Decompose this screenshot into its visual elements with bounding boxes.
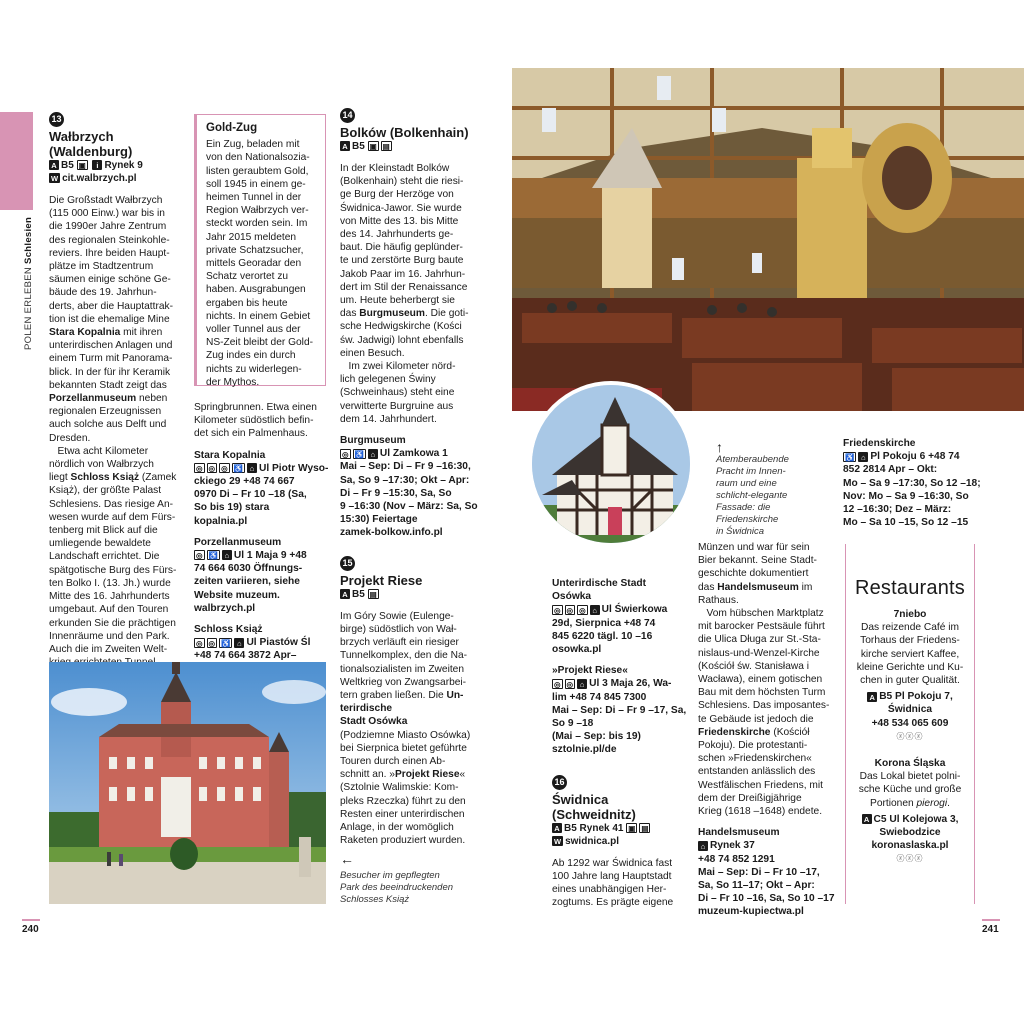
arrow-left-icon: ← bbox=[340, 851, 354, 867]
listing-title: Schloss Książ bbox=[194, 624, 263, 636]
friedenskirche-listing bbox=[843, 437, 983, 529]
train-icon: ▣ bbox=[369, 142, 377, 152]
listing-title: Burgmuseum bbox=[340, 435, 406, 447]
box-text: Ein Zug, beladen mit von den Nationalsozia- listen geraubtem Gold, soll 1945 in einem ge- heimen Tunnel in der Region Wałbrzych ver- steckt worden sein. Im Jahr 2015 meldeten private Schatzsucher, mittels Georadar den Schatz verortet zu haben. Ausgrabungen ergaben bis heute nichts. In einem Gebiet voller Tunnel aus der NS-Zeit bleibt der Gold- Zug indes ein durch nichts zu widerlegen- der Mythos. bbox=[206, 139, 314, 388]
col4-listings bbox=[552, 577, 692, 909]
accessibility-icon: ◎ bbox=[196, 464, 203, 474]
listing-title: Unterirdische Stadt Osówka bbox=[552, 578, 646, 603]
entry-web[interactable]: W cit.walbrzych.pl bbox=[51, 173, 137, 184]
walbrzych-section bbox=[49, 112, 189, 735]
entry-info: A B5 ▤ bbox=[340, 588, 480, 601]
map-icon: A bbox=[340, 141, 350, 151]
gold-zug-box bbox=[194, 114, 326, 386]
listing-title: Stara Kopalnia bbox=[194, 449, 266, 461]
listing-info: ◎ ◎ ⌂ Ul 3 Maja 26, Wa- lim +48 74 845 7300 Mai – Sep: Di – Fr 9 –17, Sa, So 9 –18 (Mai – Sep: bis 19) sztolnie.pl/de bbox=[552, 678, 687, 756]
box-title: Gold-Zug bbox=[206, 122, 258, 134]
listing-info: ♿ ⌂ Pl Pokoju 6 +48 74 852 2814 Apr – Okt: Mo – Sa 9 –17:30, So 12 –18; Nov: Mo – Sa 9 –16:30, So 12 –16:30; Dez – März: Mo – Sa 10 –15, So 12 –15 bbox=[843, 451, 981, 529]
listing-info: ◎ ◎ ♿ ⌂ Ul Piastów Śl +48 74 664 3872 Apr– bbox=[194, 637, 311, 662]
info-icon: i bbox=[92, 160, 102, 170]
restaurant-item: 7niebo Das reizende Café im Torhaus der Friedens- kirche serviert Kaffee, kleine Gerichte und Ku- chen in guter Qualität. A B5 Pl Pokoju 7, Świdnica +48 534 065 609 ⓩⓩⓩ bbox=[856, 609, 964, 741]
listing-title: Handelsmuseum bbox=[698, 827, 780, 839]
body-text: Ab 1292 war Świdnica fast 100 Jahre lang Hauptstadt eines unabhängigen Her- zogtums. Es prägte eigene bbox=[552, 857, 674, 909]
listing-title: Porzellanmuseum bbox=[194, 536, 282, 548]
entry-number: 16 bbox=[552, 775, 567, 790]
body-text: In der Kleinstadt Bolków (Bolkenhain) steht die riesi- ge Burg der Herzöge von Świdnica-Jawor. Sie wurde von Mitte des 13. bis Mitte des 14. Jahrhunderts ge- baut. Die häufig geplünder- te und zerstörte Burg baute Jakob Paar im 16. Jahrhun- dert im Stil der Renaissance um. Heute beherbergt sie das Burgmuseum. Die goti- sche Hedwigskirche (Kości św. Jadwigi) lohnt ebenfalls einen Besuch. Im zwei Kilometer nörd- lich gelegenen Świny (Schweinhaus) steht eine verwitterte Burgruine aus dem 14. Jahrhundert. bbox=[340, 163, 469, 425]
page-number-right: 241 bbox=[982, 919, 1000, 936]
restaurants-box bbox=[845, 544, 975, 904]
body-text: Münzen und war für sein Bier bekannt. Seine Stadt- geschichte dokumentiert das Handelsmuseum im Rathaus. Vom hübschen Marktplatz mit barocker Pestsäule führt die Ulica Długa zur St.-Sta- nislaus-und-Wenzel-Kirche (Kościół św. Stanisława i Wacława), einem gotischen Bau mit dem höchsten Turm Schlesiens. Das imposantes- te Gebäude ist jedoch die Friedenskirche (Kościół Pokoju). Die protestanti- schen »Friedenskirchen« entstanden anlässlich des Westfälischen Friedens, mit dem der Dreißigjährige Krieg (1618 –1648) endete. bbox=[698, 542, 830, 818]
entry-title: Bolków (Bolkenhain) bbox=[340, 125, 469, 140]
listing-info: ◎ ♿ ⌂ Ul Zamkowa 1 Mai – Sep: Di – Fr 9 –16:30, Sa, So 9 –17:30; Okt – Apr: Di – Fr 9 –15:30, Sa, So 9 –16:30 (Nov – März: Sa, So 15:30) Feiertage zamek-bolkow.info.pl bbox=[340, 448, 478, 539]
entry-title: Świdnica (Schweidnitz) bbox=[552, 791, 636, 822]
bus-icon: ▤ bbox=[641, 824, 649, 833]
section-label: POLEN ERLEBEN Schlesien bbox=[23, 216, 34, 350]
caption-left: ← Besucher im gepflegten Park des beeindruckenden Schlosses Książ bbox=[340, 851, 454, 905]
listing-info: ⌂ Rynek 37 +48 74 852 1291 Mai – Sep: Di – Fr 10 –17, Sa, So 11–17; Okt – Apr: Di – Fr 10 –16, Sa, So 10 –17 muzeum-kupiectwa.pl bbox=[698, 840, 835, 918]
bus-icon: ▤ bbox=[382, 142, 390, 152]
bus-icon: ▤ bbox=[369, 590, 377, 600]
col5-text bbox=[698, 541, 836, 919]
castle-photo bbox=[49, 662, 326, 904]
page-number-left: 240 bbox=[22, 919, 40, 936]
listing-title: »Projekt Riese« bbox=[552, 665, 628, 677]
listing-info: ◎ ◎ ◎ ♿ ⌂ Ul Piotr Wyso- ckiego 29 +48 74 667 0970 Di – Fr 10 –18 (Sa, So bis 19) stara kopalnia.pl bbox=[194, 462, 329, 527]
entry-info: A B5 Rynek 41 ▣ ▤ bbox=[552, 822, 692, 835]
body-text: Die Großstadt Wałbrzych (115 000 Einw.) war bis in die 1990er Jahre Zentrum des regionalen Steinkohle- reviers. Ihre beiden Haupt- plätze im Stadtzentrum säumen einige schöne Ge- bäude des 19. Jahrhun- derts, aber die Hauptattrak- tion ist die ehemalige Mine Stara Kopalnia mit ihren unterirdischen Anlagen und einem Turm mit Panorama- blick. In der für ihr Keramik bekannten Stadt zeigt das Porzellanmuseum neben regionalen Erzeugnissen auch solche aus Delft und Dresden. Etwa acht Kilometer nördlich von Wałbrzych liegt Schloss Książ (Zamek Książ), der größte Palast Schlesiens. Das riesige An- wesen wurde auf dem Fürs- tenberg mit Blick auf die umliegende bewaldete Landschaft errichtet. Die spätgotische Burg des Fürs- ten Bolko I. (13. Jh.) wurde Mitte des 16. Jahrhunderts umgebaut. Auf den Touren erkunden Sie die prächtigen Innenräume und den Park. Auch die im Zweiten Welt- bbox=[49, 195, 177, 655]
bolkow-section bbox=[340, 108, 480, 847]
entry-number: 13 bbox=[49, 112, 64, 127]
web-icon: W bbox=[554, 837, 562, 846]
listing-title: Friedenskirche bbox=[843, 438, 916, 449]
train-icon: ▣ bbox=[628, 824, 636, 833]
map-icon: A bbox=[340, 589, 350, 599]
body-text: Springbrunnen. Etwa einen Kilometer südöstlich befin- det sich ein Palmenhaus. bbox=[194, 402, 317, 440]
entry-number: 14 bbox=[340, 108, 355, 123]
church-exterior-photo bbox=[528, 381, 694, 547]
entry-info: A B5 ▣ i Rynek 9 bbox=[49, 159, 189, 172]
arrow-up-icon: ↑ bbox=[716, 439, 723, 455]
chapter-tab bbox=[0, 112, 33, 210]
web-icon: W bbox=[51, 174, 59, 184]
listing-info: ◎ ◎ ◎ ⌂ Ul Świerkowa 29d, Sierpnica +48 74 845 6220 tägl. 10 –16 osowka.pl bbox=[552, 604, 668, 656]
caption-right: ↑ Atemberaubende Pracht im Innen- raum und eine schlicht-elegante Fassade: die Friedenskirche in Świdnica bbox=[716, 440, 816, 538]
listing-info: ◎ ♿ ⌂ Ul 1 Maja 9 +48 74 664 6030 Öffnungs- zeiten variieren, siehe Website muzeum. walbrzych.pl bbox=[194, 550, 307, 614]
entry-title: Projekt Riese bbox=[340, 572, 423, 588]
restaurant-list bbox=[854, 608, 966, 866]
restaurant-item: Korona Śląska Das Lokal bietet polni- sche Küche und große Portionen pierogi. A C5 Ul Kolejowa 3, Swiebodzice koronaslaska.pl ⓩⓩⓩ bbox=[858, 758, 962, 864]
entry-number: 15 bbox=[340, 556, 355, 571]
train-icon: ▣ bbox=[78, 161, 86, 171]
church-interior-photo bbox=[512, 68, 1024, 411]
map-icon: A bbox=[49, 160, 59, 170]
entry-web[interactable]: W swidnica.pl bbox=[554, 835, 619, 847]
map-icon: A bbox=[552, 823, 562, 833]
body-text: Im Góry Sowie (Eulenge- birge) südöstlich von Wał- brzych verläuft ein riesiger Tunnelkomplex, den die Na- tionalsozialisten im Zweiten Weltkrieg von Zwangsarbei- tern graben ließen. Die Un-terirdische Stadt Osówka (Podziemne Miasto Osówka) bei Sierpnica bietet geführte Touren durch einen Ab- schnitt an. »Projekt Riese« (Sztolnie Walimskie: Kom- pleks Rzeczka) führt zu den Resten einer unterirdischen Anlage, in der womöglich Raketen produziert wurden. bbox=[340, 610, 471, 847]
entry-title: Wałbrzych (Waldenburg) bbox=[49, 129, 133, 159]
entry-info: A B5 ▣ ▤ bbox=[340, 140, 480, 153]
restaurants-heading: Restaurants bbox=[854, 577, 966, 599]
